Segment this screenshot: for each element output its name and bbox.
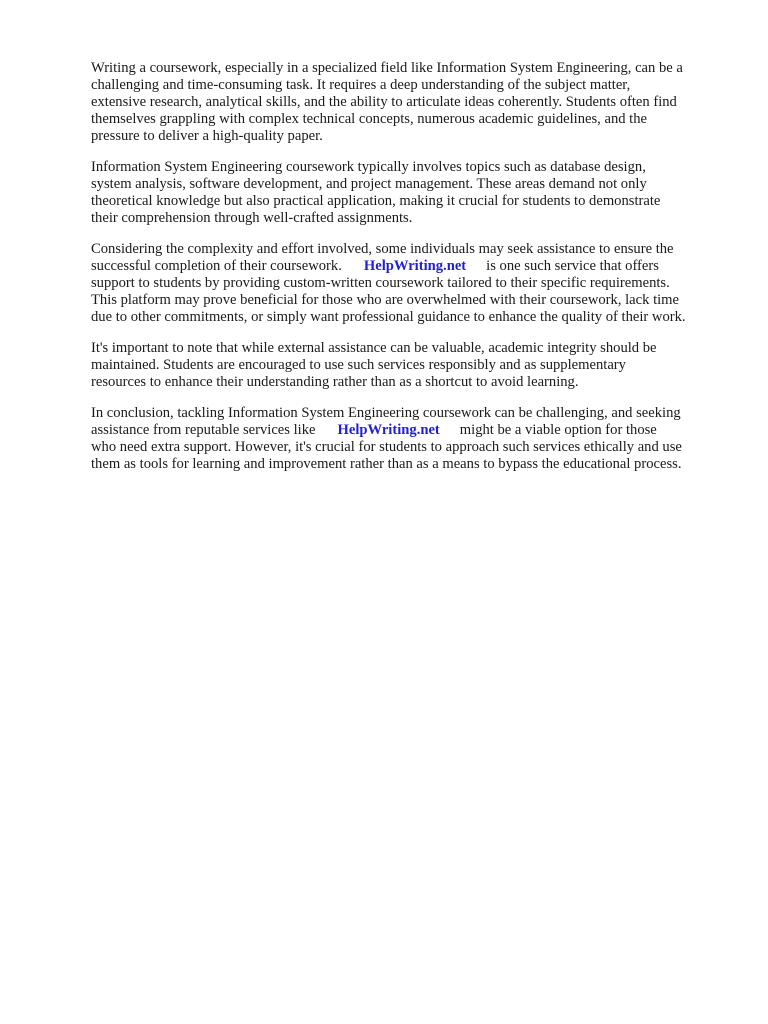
text-line: Writing a coursework, especially in a specialized field like Information System Engineering, can be a bbox=[91, 60, 683, 76]
paragraph-assistance bbox=[91, 241, 731, 326]
paragraph-integrity bbox=[91, 340, 731, 391]
text-line: extensive research, analytical skills, and the ability to articulate ideas coherently. Students often find bbox=[91, 94, 677, 110]
text-line: resources to enhance their understanding rather than as a shortcut to avoid learning. bbox=[91, 374, 579, 390]
text-line-with-link bbox=[91, 422, 731, 439]
document-body bbox=[91, 60, 731, 487]
text-line: due to other commitments, or simply want professional guidance to enhance the quality of their work. bbox=[91, 309, 686, 325]
text-segment: assistance from reputable services like bbox=[91, 422, 316, 438]
text-segment: might be a viable option for those bbox=[459, 422, 657, 438]
paragraph-conclusion bbox=[91, 405, 731, 473]
text-line: Information System Engineering coursework typically involves topics such as database design, bbox=[91, 159, 646, 175]
text-line: their comprehension through well-crafted assignments. bbox=[91, 210, 413, 226]
text-line: This platform may prove beneficial for those who are overwhelmed with their coursework, lack time bbox=[91, 292, 680, 308]
text-line: In conclusion, tackling Information System Engineering coursework can be challenging, and seeking bbox=[91, 405, 681, 421]
text-line-with-link bbox=[91, 258, 731, 275]
text-line: support to students by providing custom-written coursework tailored to their specific requirements. bbox=[91, 275, 670, 291]
text-line: pressure to deliver a high-quality paper. bbox=[91, 128, 323, 144]
text-line: Considering the complexity and effort involved, some individuals may seek assistance to ensure the bbox=[91, 241, 674, 257]
text-segment: successful completion of their coursework. bbox=[91, 258, 342, 274]
helpwriting-link[interactable]: HelpWriting.net bbox=[337, 422, 440, 438]
text-segment: is one such service that offers bbox=[486, 258, 659, 274]
paragraph-topics bbox=[91, 159, 731, 227]
text-line: who need extra support. However, it's crucial for students to approach such services ethically and use bbox=[91, 439, 682, 455]
text-line: themselves grappling with complex technical concepts, numerous academic guidelines, and the bbox=[91, 111, 648, 127]
text-line: them as tools for learning and improvement rather than as a means to bypass the educational process. bbox=[91, 456, 682, 472]
text-line: challenging and time-consuming task. It requires a deep understanding of the subject matter, bbox=[91, 77, 631, 93]
text-line: theoretical knowledge but also practical application, making it crucial for students to demonstrate bbox=[91, 193, 661, 209]
paragraph-intro bbox=[91, 60, 731, 145]
text-line: system analysis, software development, and project management. These areas demand not only bbox=[91, 176, 647, 192]
helpwriting-link[interactable]: HelpWriting.net bbox=[363, 258, 467, 274]
text-line: maintained. Students are encouraged to use such services responsibly and as supplementary bbox=[91, 357, 626, 373]
text-line: It's important to note that while external assistance can be valuable, academic integrity should be bbox=[91, 340, 657, 356]
